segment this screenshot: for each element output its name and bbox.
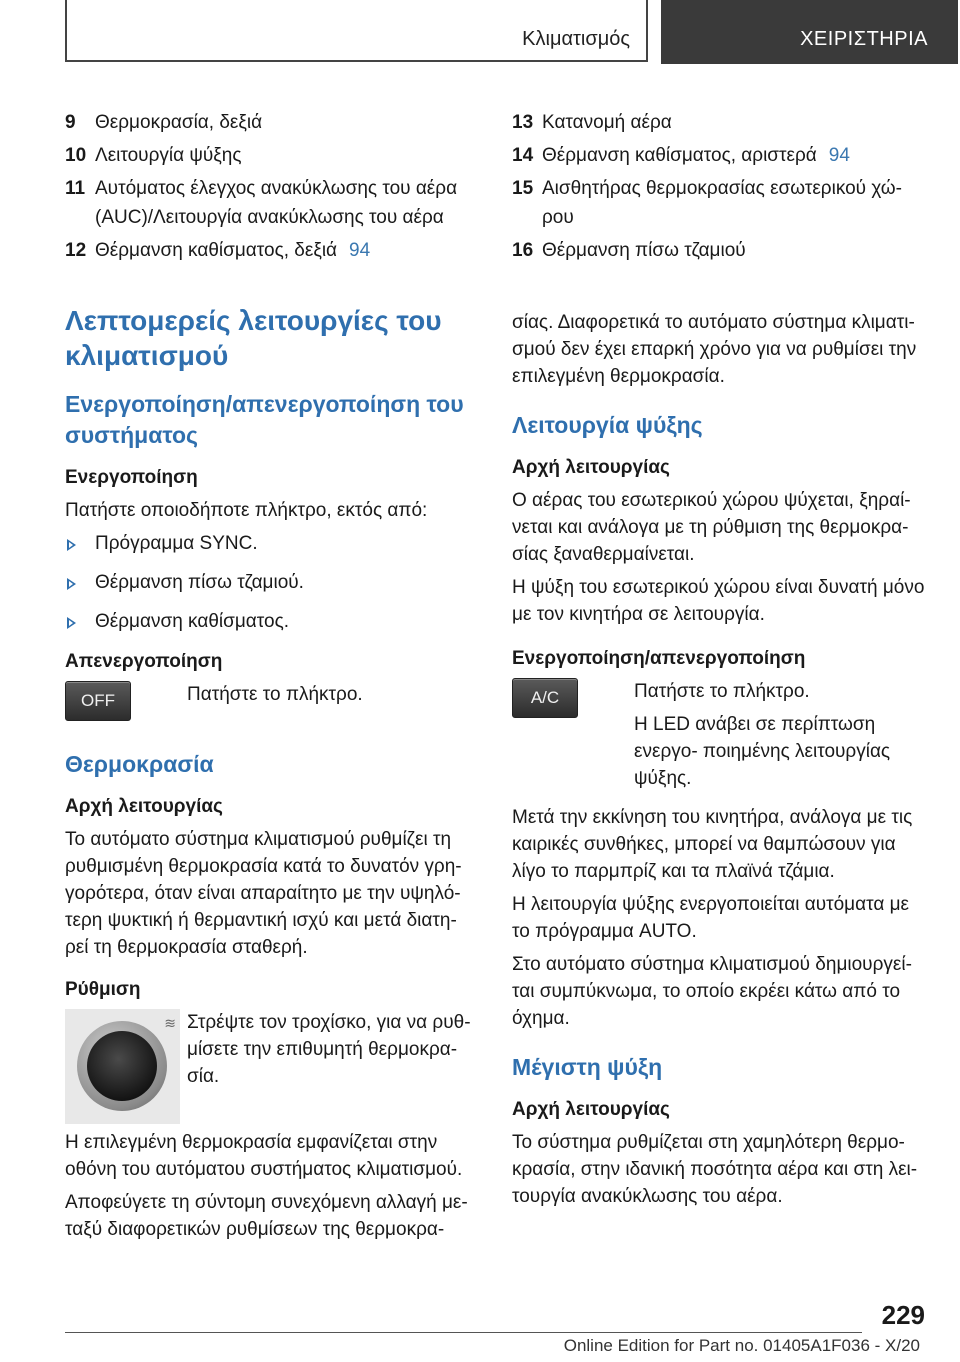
legend-item bbox=[65, 236, 485, 265]
ac-button-image: A/C bbox=[512, 678, 578, 718]
subsection-heading-temperature: Θερμοκρασία bbox=[65, 751, 214, 777]
page-header bbox=[65, 0, 958, 64]
cooling-text-1: Ο αέρας του εσωτερικού χώρου ψύχεται, ξηραί‐ νεται και ανάλογα με τη ρύθμιση της θερμοκρα‐ σίας ξαναθερμαίνεται. bbox=[512, 490, 911, 565]
heat-waves-icon: ≋ bbox=[164, 1015, 176, 1031]
legend-text: Αισθητήρας θερμοκρασίας εσωτερικού χώ‐ ρου bbox=[542, 178, 902, 228]
heading-principle: Αρχή λειτουργίας bbox=[65, 796, 223, 817]
ac-text-1: Πατήστε το πλήκτρο. bbox=[634, 681, 810, 702]
section-title: ΧΕΙΡΙΣΤΗΡΙΑ bbox=[800, 28, 928, 50]
continued-text: σίας. Διαφορετικά το αυτόματο σύστημα κλιματι‐ σμού δεν έχει επαρκή χρόνο για να ρυθμίσει την επιλεγμένη θερμοκρασία. bbox=[512, 312, 917, 387]
section-tab bbox=[661, 0, 958, 64]
exception-list bbox=[65, 530, 485, 635]
legend-number: 10 bbox=[65, 145, 87, 166]
page-reference-link[interactable]: 94 bbox=[349, 240, 371, 261]
max-cooling-text: Το σύστημα ρυθμίζεται στη χαμηλότερη θερμο‐ κρασία, στην ιδανική ποσότητα αέρα και στη λει‐ τουργία ανακύκλωσης του αέρα. bbox=[512, 1132, 918, 1207]
chapter-title: Κλιματισμός bbox=[522, 28, 630, 50]
legend-number: 9 bbox=[65, 112, 76, 133]
knob-instruction bbox=[65, 1009, 485, 1129]
legend-item bbox=[65, 141, 485, 170]
ac-text-2: Η LED ανάβει σε περίπτωση ενεργο‐ ποιημένης λειτουργίας ψύξης. bbox=[634, 714, 891, 789]
heading-activation: Ενεργοποίηση bbox=[65, 467, 198, 488]
off-button-image: OFF bbox=[65, 681, 131, 721]
legend-item bbox=[65, 108, 485, 137]
footer-divider bbox=[65, 1332, 862, 1333]
left-column bbox=[65, 108, 485, 1249]
legend-text: Αυτόματος έλεγχος ανακύκλωσης του αέρα (AUC)/Λειτουργία ανακύκλωσης του αέρα bbox=[95, 178, 458, 228]
knob-image bbox=[65, 1009, 180, 1124]
off-instruction bbox=[65, 681, 485, 723]
list-item-text: Πρόγραμμα SYNC. bbox=[95, 533, 258, 554]
off-text: Πατήστε το πλήκτρο. bbox=[187, 684, 363, 705]
knob-center bbox=[87, 1031, 157, 1101]
page-number: 229 bbox=[881, 1300, 925, 1330]
heading-deactivation: Απενεργοποίηση bbox=[65, 651, 223, 672]
page-reference-link[interactable]: 94 bbox=[828, 145, 850, 166]
list-item-text: Θέρμανση καθίσματος. bbox=[95, 611, 289, 632]
triangle-right-icon bbox=[67, 578, 76, 590]
auto-text: Η λειτουργία ψύξης ενεργοποιείται αυτόματα με το πρόγραμμα AUTO. bbox=[512, 894, 910, 942]
legend-number: 12 bbox=[65, 240, 87, 261]
legend-text: Θερμοκρασία, δεξιά bbox=[95, 112, 263, 133]
principle-text: Το αυτόματο σύστημα κλιματισμού ρυθμίζει τη ρυθμισμένη θερμοκρασία κατά το δυνατόν γρη‐ γορότερα, όταν είναι απαραίτητο με την υψηλό‐ τερη ψυκτική ή θερμαντική ισχύ και μετά διατη‐ ρεί τη θερμοκρασία σταθερή. bbox=[65, 829, 462, 958]
triangle-right-icon bbox=[67, 617, 76, 629]
right-column bbox=[512, 108, 932, 1216]
ac-instruction bbox=[512, 678, 932, 792]
display-text: Η επιλεγμένη θερμοκρασία εμφανίζεται στην οθόνη του αυτόματου συστήματος κλιματισμού. bbox=[65, 1132, 463, 1180]
legend-number: 13 bbox=[512, 112, 534, 133]
heading-principle-2: Αρχή λειτουργίας bbox=[512, 1099, 670, 1120]
fog-text: Μετά την εκκίνηση του κινητήρα, ανάλογα με τις καιρικές συνθήκες, μπορεί να θαμπώσουν για λίγο το παρμπρίζ και τα πλαϊνά τζάμια. bbox=[512, 807, 913, 882]
subsection-heading-onoff: Ενεργοποίηση/απενεργοποίηση του συστήματος bbox=[65, 391, 464, 448]
legend-item bbox=[512, 108, 932, 137]
subsection-heading-max-cooling: Μέγιστη ψύξη bbox=[512, 1054, 663, 1080]
legend-text: Θέρμανση καθίσματος, αριστερά bbox=[542, 145, 817, 166]
activation-text: Πατήστε οποιοδήποτε πλήκτρο, εκτός από: bbox=[65, 500, 428, 521]
chapter-box bbox=[65, 0, 648, 62]
list-item bbox=[65, 530, 485, 557]
legend-text: Λειτουργία ψύξης bbox=[95, 145, 242, 166]
heading-setting: Ρύθμιση bbox=[65, 979, 141, 1000]
legend-number: 11 bbox=[65, 178, 86, 199]
legend-item bbox=[65, 174, 485, 232]
section-heading: Λεπτομερείς λειτουργίες του κλιματισμού bbox=[65, 305, 442, 371]
heading-onoff: Ενεργοποίηση/απενεργοποίηση bbox=[512, 648, 806, 669]
avoid-text: Αποφεύγετε τη σύντομη συνεχόμενη αλλαγή με‐ ταξύ διαφορετικών ρυθμίσεων της θερμοκρα‐ bbox=[65, 1192, 468, 1240]
legend-item bbox=[512, 236, 932, 265]
footer-edition: Online Edition for Part no. 01405A1F036 - X/20 bbox=[563, 1336, 920, 1355]
triangle-right-icon bbox=[67, 539, 76, 551]
legend-number: 14 bbox=[512, 145, 534, 166]
legend-item bbox=[512, 141, 932, 170]
subsection-heading-cooling: Λειτουργία ψύξης bbox=[512, 412, 703, 438]
heading-principle: Αρχή λειτουργίας bbox=[512, 457, 670, 478]
condensate-text: Στο αυτόματο σύστημα κλιματισμού δημιουργεί‐ ται συμπύκνωμα, το οποίο εκρέει κάτω από το όχημα. bbox=[512, 954, 912, 1029]
list-item-text: Θέρμανση πίσω τζαμιού. bbox=[95, 572, 304, 593]
legend-number: 15 bbox=[512, 178, 534, 199]
knob-text: Στρέψτε τον τροχίσκο, για να ρυθ‐ μίσετε την επιθυμητή θερμοκρα‐ σία. bbox=[187, 1012, 471, 1087]
legend-text: Θέρμανση καθίσματος, δεξιά bbox=[95, 240, 338, 261]
list-item bbox=[65, 569, 485, 596]
legend-text: Κατανομή αέρα bbox=[542, 112, 672, 133]
legend-text: Θέρμανση πίσω τζαμιού bbox=[542, 240, 746, 261]
list-item bbox=[65, 608, 485, 635]
legend-item bbox=[512, 174, 932, 232]
legend-number: 16 bbox=[512, 240, 534, 261]
cooling-text-2: Η ψύξη του εσωτερικού χώρου είναι δυνατή μόνο με τον κινητήρα σε λειτουργία. bbox=[512, 577, 925, 625]
